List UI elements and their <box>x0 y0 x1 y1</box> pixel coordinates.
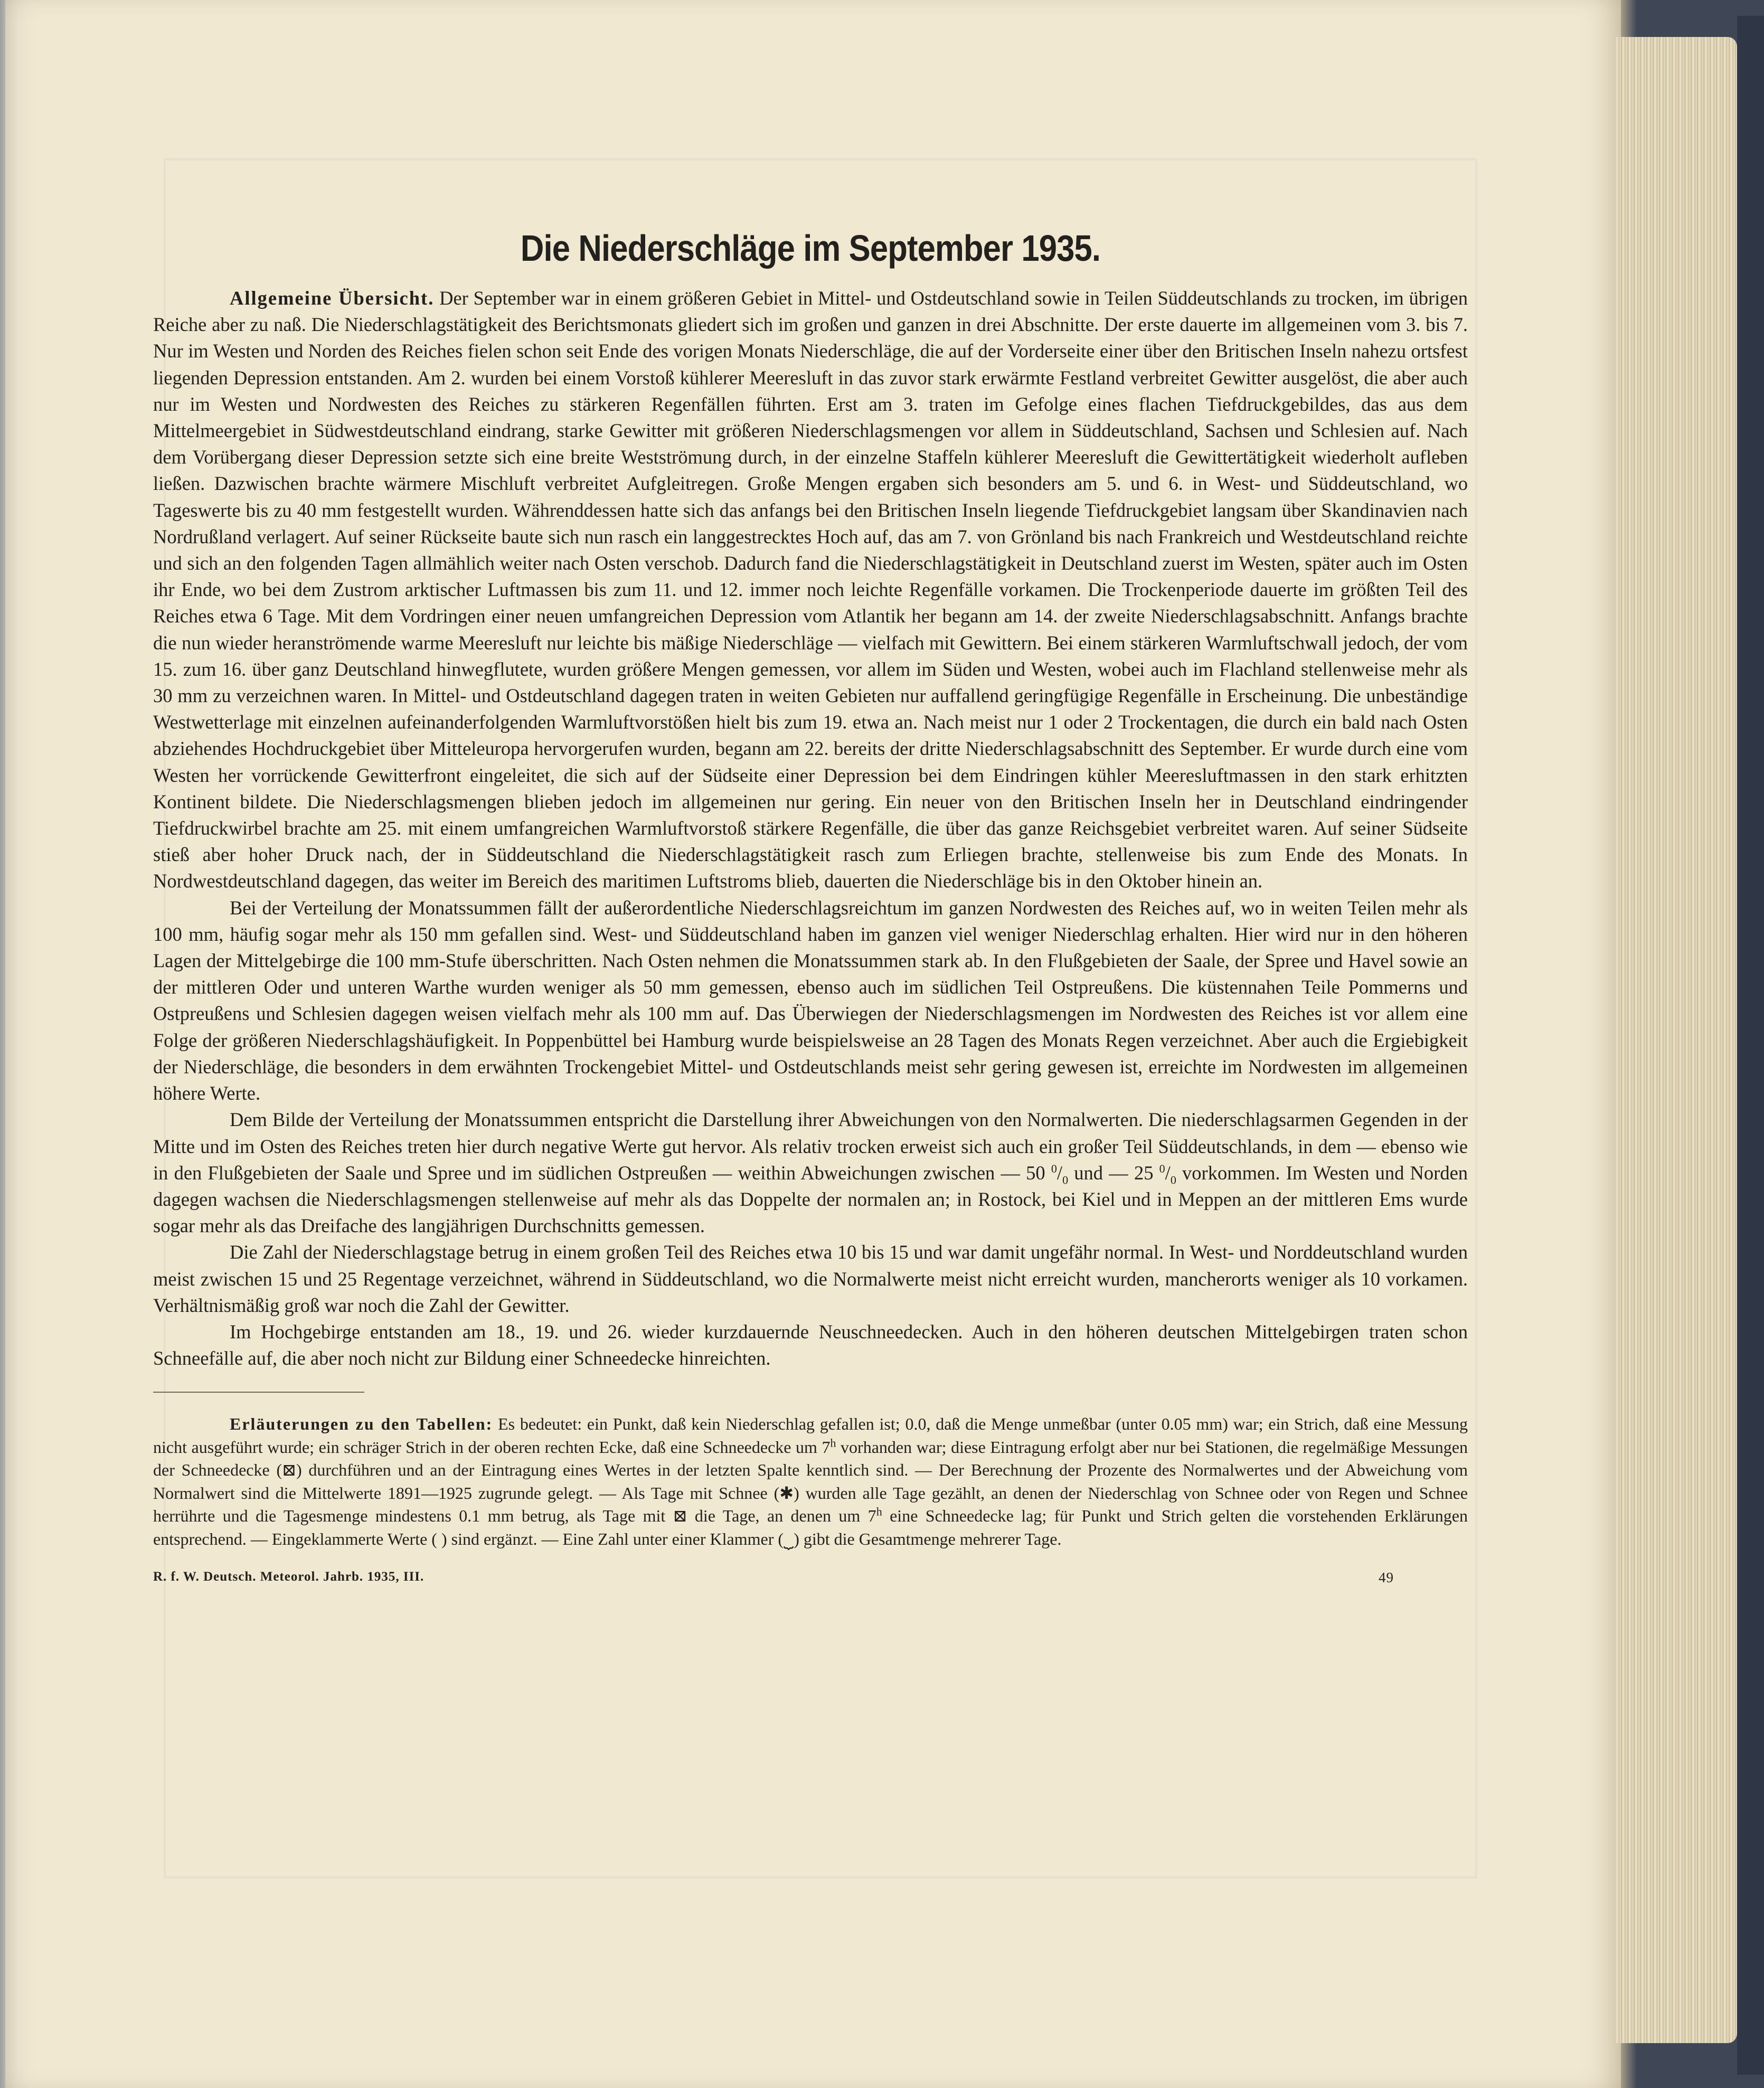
notes-hour-sup-1: h <box>830 1436 836 1450</box>
book-cover-edge <box>1737 16 1764 2075</box>
footnote-divider <box>153 1392 364 1393</box>
percent-sub-2: 0 <box>1170 1173 1176 1186</box>
deviations-text-a: Dem Bilde der Verteilung der Monatssummen entspricht die Darstellung ihrer Abweichungen von den Normalwerten. Die niederschlagsarmen Gegenden in der Mitte und im Osten des Reiches treten hier durch negative Werte gut hervor. Als relativ trocken erweist sich auch ein großer Teil Süddeutschlands, in dem — ebenso wie in den Flußgebieten der Saale und Spree und im südlichen Ostpreußen — weithin Abweichungen zwischen — 50 <box>153 1109 1468 1184</box>
paragraph-precipitation-days: Die Zahl der Niederschlagstage betrug in einem großen Teil des Reiches etwa 10 bis 15 und war damit ungefähr normal. In West- und Norddeutschland wurden meist zwischen 15 und 25 Regentage verzeichnet, während in Süddeutschland, wo die Normalwerte meist nicht erreicht wurden, mancherorts weniger als 10 vorkamen. Verhältnismäßig groß war noch die Zahl der Gewitter. <box>153 1241 1468 1316</box>
percent-sign-2: $^0/_0$ <box>1159 1161 1176 1186</box>
deviations-text-b: und — 25 <box>1068 1161 1154 1184</box>
main-text <box>153 285 1468 1372</box>
notes-text-b: vorhanden war; diese Eintragung erfolgt aber nur bei Stationen, die regelmäßige Messungen der Schneedecke (⊠) durchführen und an der Eintragung eines Wertes in der letzten Spalte kenntlich sind. — Der Berechnung der Prozente des Normalwertes und der Abweichung vom Normalwert sind die Mittelwerte 1891—1925 zugrunde gelegt. — Als Tage mit Schnee (✱) wurden alle Tage gezählt, an denen der Niederschlag von Schnee oder von Regen und Schnee herrührte und die Tagesmenge mindestens 0.1 mm betrug, als Tage mit ⊠ die Tage, an denen um 7 <box>153 1437 1468 1526</box>
percent-sign-1: $^0/_0$ <box>1051 1161 1069 1186</box>
source-reference: R. f. W. Deutsch. Meteorol. Jahrb. 1935, III. <box>153 1570 425 1584</box>
notes-text-a: Es bedeutet: ein Punkt, daß kein Niederschlag gefallen ist; 0.0, daß die Menge unmeßbar (unter 0.05 mm) war; ein Strich, daß eine Messung nicht ausgeführt wurde; ein schräger Strich in der oberen rechten Ecke, daß eine Schneedecke um 7 <box>153 1414 1468 1457</box>
paragraph-overview-text: Der September war in einem größeren Gebiet in Mittel- und Ostdeutschland sowie in Teilen Süddeutschlands zu trocken, im übrigen Reiche aber zu naß. Die Niederschlagstätigkeit des Berichtsmonats gliedert sich im großen und ganzen in drei Abschnitte. Der erste dauerte im allgemeinen vom 3. bis 7. Nur im Westen und Norden des Reiches fielen schon seit Ende des vorigen Monats Niederschläge, die auf der Vorderseite einer über den Britischen Inseln nahezu ortsfest liegenden Depression entstanden. Am 2. wurden bei einem Vorstoß kühlerer Meeresluft in das zuvor stark erwärmte Festland verbreitet Gewitter ausgelöst, die aber auch nur im Westen und Nordwesten des Reiches zu stärkeren Regenfällen führten. Erst am 3. traten im Gefolge eines flachen Tiefdruckgebildes, das aus dem Mittelmeergebiet in Südwestdeutschland eindrang, starke Gewitter mit größeren Niederschlagsmengen vor allem in Süddeutschland, Sachsen und Schlesien auf. Nach dem Vorübergang dieser Depression setzte sich eine breite Westströmung durch, in der einzelne Staffeln kühlerer Meeresluft die Gewittertätigkeit wiederholt aufleben ließen. Dazwischen brachte wärmere Mischluft verbreitet Aufgleitregen. Große Mengen ergaben sich besonders am 5. und 6. in West- und Süddeutschland, wo Tageswerte bis zu 40 mm festgestellt wurden. Währenddessen hatte sich das anfangs bei den Britischen Inseln liegende Tiefdruckgebiet langsam über Skandinavien nach Nordrußland verlagert. Auf seiner Rückseite baute sich nun rasch ein langgestrecktes Hoch auf, das am 7. von Grönland bis nach Frankreich und Westdeutschland reichte und sich an den folgenden Tagen allmählich weiter nach Osten verschob. Dadurch fand die Niederschlagstätigkeit in Deutschland zuerst im Westen, später auch im Osten ihr Ende, wo bei dem Zustrom arktischer Luftmassen bis zum 11. und 12. immer noch leichte Regenfälle vorkamen. Die Trockenperiode dauerte im größten Teil des Reiches etwa 6 Tage. Mit dem Vordringen einer neuen umfangreichen Depression vom Atlantik her begann am 14. der zweite Niederschlagsabschnitt. Anfangs brachte die nun wieder heranströmende warme Meeresluft nur leichte bis mäßige Niederschläge — vielfach mit Gewittern. Bei einem stärkeren Warmluftschwall jedoch, der vom 15. zum 16. über ganz Deutschland hinwegflutete, wurden größere Mengen gemessen, vor allem im Süden und Westen, wobei auch im Flachland stellenweise mehr als 30 mm zu verzeichnen waren. In Mittel- und Ostdeutschland dagegen traten in weiten Gebieten nur auffallend geringfügige Regenfälle in Erscheinung. Die unbeständige Westwetterlage mit einzelnen aufeinanderfolgenden Warmluftvorstößen hielt bis zum 19. etwa an. Nach meist nur 1 oder 2 Trockentagen, die durch ein bald nach Osten abziehendes Hochdruckgebiet über Mitteleuropa hervorgerufen wurden, begann am 22. bereits der dritte Niederschlagsabschnitt des September. Er wurde durch eine vom Westen her vorrückende Gewitterfront eingeleitet, die sich auf der Südseite einer Depression bei dem Eindringen kühler Meeresluftmassen in den stark erhitzten Kontinent bildete. Die Niederschlagsmengen blieben jedoch im allgemeinen nur gering. Ein neuer von den Britischen Inseln her in Deutschland eindringender Tiefdruckwirbel brachte am 25. mit einem umfangreichen Warmluftvorstoß stärkere Regenfälle, die über das ganze Reichsgebiet verbreitet waren. Auf seiner Südseite stieß aber hoher Druck nach, der in Süddeutschland die Niederschlagstätigkeit rasch zum Erliegen brachte, stellenweise bis zum Ende des Monats. In Nordwestdeutschland dagegen, das weiter im Bereich des maritimen Luftstroms blieb, dauerten die Niederschläge bis in den Oktober hinein an. <box>153 287 1468 892</box>
page-footer <box>153 1570 1468 1586</box>
percent-sub-1: 0 <box>1062 1173 1069 1186</box>
paragraph-overview <box>153 285 1468 895</box>
deviations-text-c: vorkommen. Im Westen und Norden dagegen wachsen die Niederschlagsmengen stellenweise auf mehr als das Doppelte der normalen an; in Rostock, bei Kiel und in Meppen an der mittleren Ems wurde sogar mehr als das Dreifache des langjährigen Durchschnitts gemessen. <box>153 1161 1468 1237</box>
notes-paragraph <box>153 1413 1468 1551</box>
page-title: Die Niederschläge im September 1935. <box>520 228 1101 269</box>
notes-text-c: eine Schneedecke lag; für Punkt und Strich gelten die vorstehenden Erklärungen entsprechend. — Eingeklammerte Werte ( ) sind ergänzt. — Eine Zahl unter einer Klammer (⏟) gibt die Gesamtmenge mehrerer Tage. <box>153 1506 1468 1548</box>
paragraph-monthly-sums: Bei der Verteilung der Monatssummen fällt der außerordentliche Niederschlagsreichtum im ganzen Nordwesten des Reiches auf, wo in weiten Teilen mehr als 100 mm, häufig sogar mehr als 150 mm gefallen sind. West- und Süddeutschland haben im ganzen viel weniger Niederschlag erhalten. Hier wird nur in den höheren Lagen der Mittelgebirge die 100 mm-Stufe überschritten. Nach Osten nehmen die Monatssummen stark ab. In den Flußgebieten der Saale, der Spree und Havel sowie an der mittleren Oder und unteren Warthe wurden weniger als 50 mm gemessen, ebenso auch im südlichen Teil Ostpreußens. Die küstennahen Teile Pommerns und Ostpreußens und Schlesien dagegen weisen vielfach mehr als 100 mm auf. Das Überwiegen der Niederschlagsmengen im Nordwesten des Reiches ist vor allem eine Folge der größeren Niederschlagshäufigkeit. In Poppenbüttel bei Hamburg wurde beispielsweise an 28 Tagen des Monats Regen verzeichnet. Aber auch die Ergiebigkeit der Niederschläge, die besonders in dem erwähnten Trockengebiet Mittel- und Ostdeutschlands meist sehr gering gewesen ist, erreichte im Nordwesten im allgemeinen höhere Werte. <box>153 896 1468 1104</box>
paragraph-snow: Im Hochgebirge entstanden am 18., 19. und 26. wieder kurzdauernde Neuschneedecken. Auch in den höheren deutschen Mittelgebirgen traten schon Schneefälle auf, die aber noch nicht zur Bildung einer Schneedecke hinreichten. <box>153 1320 1468 1369</box>
notes-hour-sup-2: h <box>876 1505 882 1518</box>
notes-heading: Erläuterungen zu den Tabellen: <box>230 1414 493 1434</box>
document-body <box>153 227 1468 1586</box>
page-number: 49 <box>1379 1570 1394 1586</box>
book-page-edges <box>1616 37 1737 2043</box>
overview-heading: Allgemeine Übersicht. <box>230 287 435 309</box>
paragraph-deviations <box>153 1107 1468 1239</box>
table-notes <box>153 1413 1468 1551</box>
